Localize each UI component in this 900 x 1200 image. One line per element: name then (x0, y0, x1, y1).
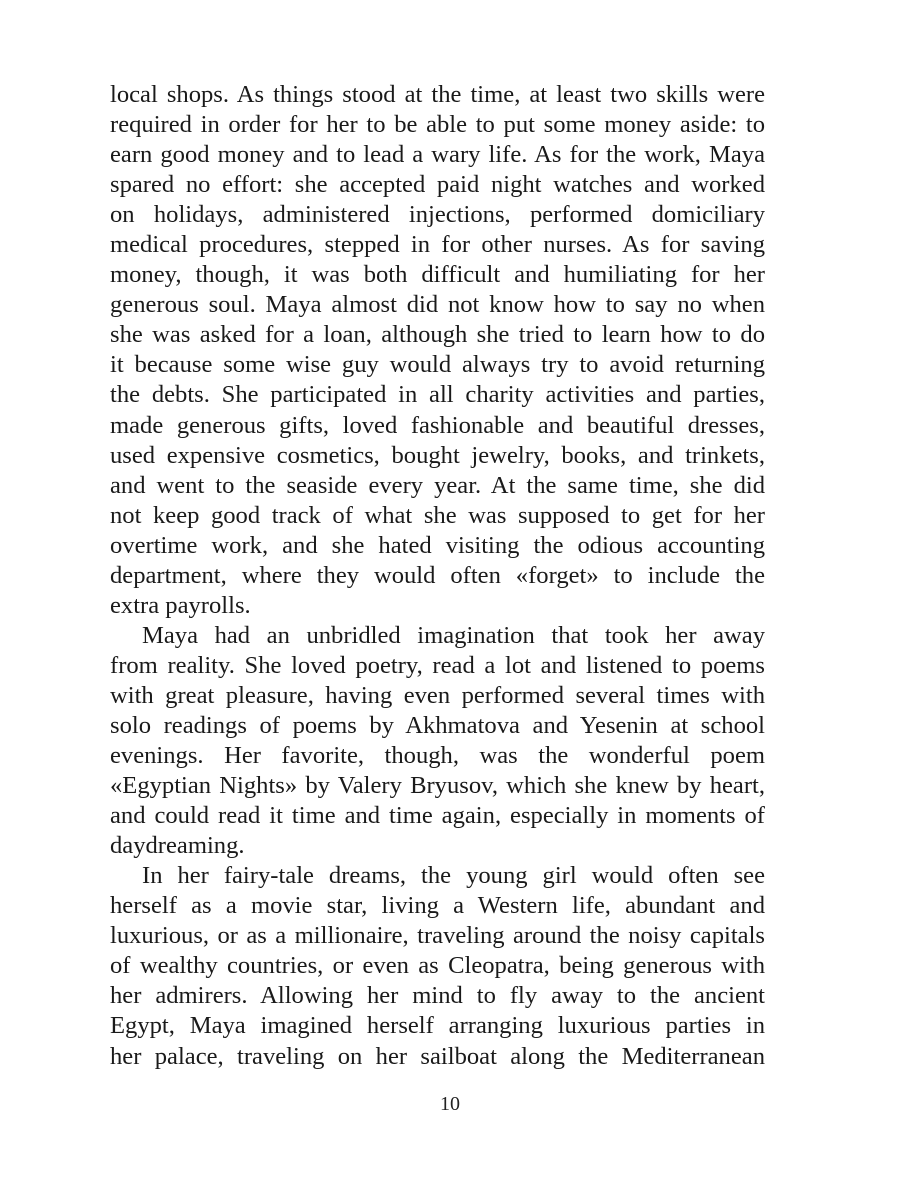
paragraph-1 (110, 80, 765, 621)
text-line: from reality. She loved poetry, read a lot and listened to poems (110, 651, 765, 679)
text-line: luxurious, or as a millionaire, traveling around the noisy capitals (110, 922, 765, 950)
text-line: «Egyptian Nights» by Valery Bryusov, which she knew by heart, (110, 772, 765, 800)
text-line: Maya had an unbridled imagination that took her away (142, 621, 765, 649)
paragraph-3 (110, 861, 765, 1071)
page-number: 10 (440, 1093, 460, 1115)
page-body (110, 80, 765, 1072)
text-line: daydreaming. (110, 832, 245, 860)
text-line: of wealthy countries, or even as Cleopatra, being generous with (110, 952, 765, 980)
text-line: used expensive cosmetics, bought jewelry, books, and trinkets, (110, 441, 765, 469)
text-line: her admirers. Allowing her mind to fly away to the ancient (110, 982, 765, 1010)
text-line: she was asked for a loan, although she tried to learn how to do (110, 321, 765, 349)
text-line: it because some wise guy would always try to avoid returning (110, 351, 765, 379)
text-line: money, though, it was both difficult and humiliating for her (110, 261, 765, 289)
text-line: In her fairy-tale dreams, the young girl would often see (142, 862, 765, 890)
text-line: her palace, traveling on her sailboat along the Mediterranean (110, 1042, 765, 1070)
text-line: not keep good track of what she was supposed to get for her (110, 501, 765, 529)
text-line: overtime work, and she hated visiting the odious accounting (110, 531, 765, 559)
text-line: on holidays, administered injections, performed domiciliary (110, 201, 765, 229)
text-line: evenings. Her favorite, though, was the wonderful poem (110, 742, 765, 770)
paragraph-2 (110, 621, 765, 861)
text-line: earn good money and to lead a wary life. As for the work, Maya (110, 141, 765, 169)
text-line: made generous gifts, loved fashionable and beautiful dresses, (110, 411, 765, 439)
text-line: Egypt, Maya imagined herself arranging luxurious parties in (110, 1012, 765, 1040)
text-line: and could read it time and time again, especially in moments of (110, 802, 765, 830)
text-line: herself as a movie star, living a Western life, abundant and (110, 892, 765, 920)
text-line: local shops. As things stood at the time, at least two skills were (110, 81, 765, 108)
text-line: the debts. She participated in all charity activities and parties, (110, 381, 765, 409)
text-line: department, where they would often «forget» to include the (110, 561, 765, 589)
text-line: medical procedures, stepped in for other nurses. As for saving (110, 231, 765, 259)
text-line: and went to the seaside every year. At the same time, she did (110, 471, 765, 499)
text-line: generous soul. Maya almost did not know how to say no when (110, 291, 765, 319)
text-line: extra payrolls. (110, 591, 251, 619)
text-line: required in order for her to be able to put some money aside: to (110, 111, 765, 139)
text-line: with great pleasure, having even performed several times with (110, 681, 765, 709)
text-line: spared no effort: she accepted paid night watches and worked (110, 171, 765, 199)
text-line: solo readings of poems by Akhmatova and Yesenin at school (110, 711, 765, 739)
